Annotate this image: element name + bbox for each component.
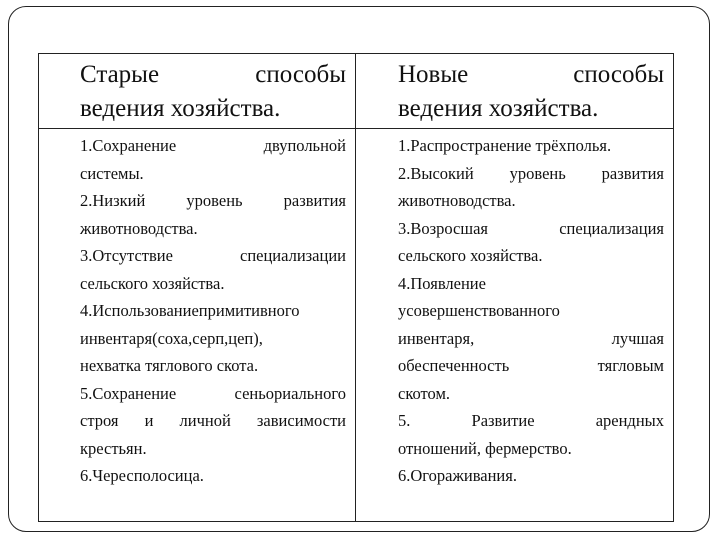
new-line: обеспеченность тягловым: [398, 356, 664, 375]
new-line: инвентаря, лучшая: [398, 328, 664, 348]
old-line: 5.Сохранение сеньориального: [80, 383, 346, 403]
new-line: животноводства.: [398, 191, 516, 210]
old-line: 1.Сохранение двупольной: [80, 136, 346, 155]
new-line: 6.Огораживания.: [398, 466, 517, 485]
old-line: 4.Использованиепримитивного: [80, 301, 300, 320]
header-old-line-2: ведения хозяйства.: [80, 95, 281, 122]
header-new-line-2: ведения хозяйства.: [398, 95, 599, 122]
header-old-line-1: Старые способы: [80, 61, 346, 88]
header-new-methods: [398, 58, 664, 126]
new-line: отношений, фермерство.: [398, 438, 572, 458]
new-line: сельского хозяйства.: [398, 246, 543, 265]
old-line: крестьян.: [80, 438, 147, 458]
new-line: усовершенствованного: [398, 301, 560, 320]
new-line: 5. Развитие арендных: [398, 411, 664, 430]
old-line: строя и личной зависимости: [80, 411, 346, 430]
old-line: 2.Низкий уровень развития: [80, 191, 346, 210]
old-line: нехватка тяглового скота.: [80, 356, 259, 375]
new-line: скотом.: [398, 383, 451, 403]
old-line: 6.Чересполосица.: [80, 466, 204, 485]
header-new-line-1: Новые способы: [398, 61, 664, 88]
new-line: 1.Распространение трёхполья.: [398, 136, 612, 155]
old-methods-list: [80, 132, 346, 490]
new-methods-list: [398, 132, 664, 490]
header-divider: [38, 128, 674, 129]
new-line: 2.Высокий уровень развития: [398, 163, 664, 183]
new-line: 3.Возросшая специализация: [398, 218, 664, 238]
new-line: 4.Появление: [398, 273, 486, 293]
old-line: 3.Отсутствие специализации: [80, 246, 346, 265]
old-line: системы.: [80, 163, 144, 183]
column-divider: [355, 53, 356, 522]
header-old-methods: [80, 58, 346, 126]
old-line: сельского хозяйства.: [80, 273, 225, 293]
old-line: инвентаря(соха,серп,цеп),: [80, 328, 263, 348]
old-line: животноводства.: [80, 218, 198, 238]
